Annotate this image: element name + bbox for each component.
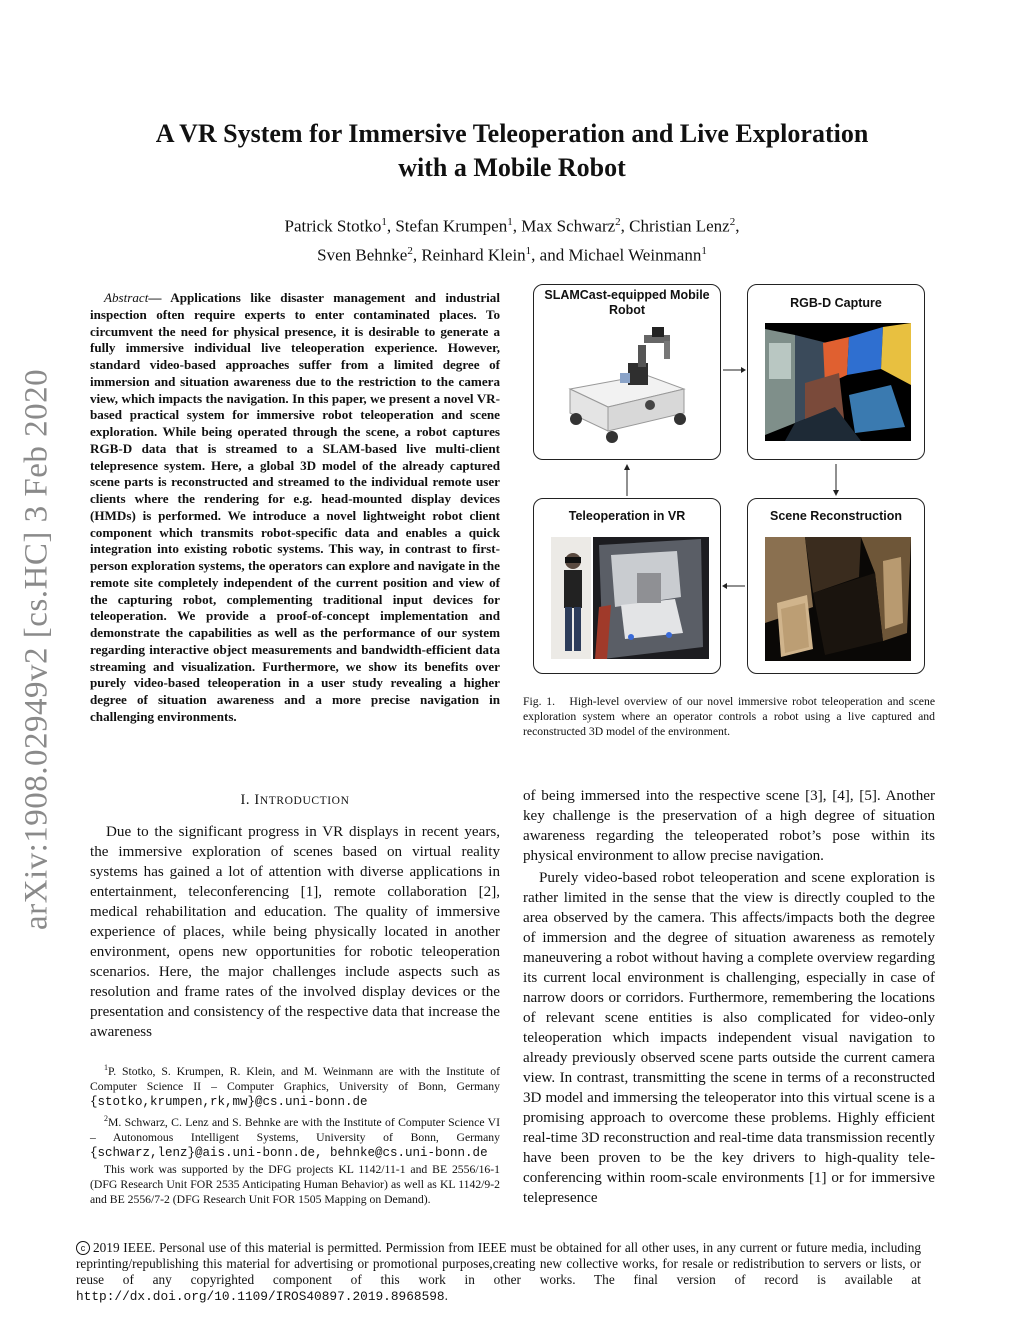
body-paragraph: Due to the significant progress in VR displays in recent years, the immersive exploration of scenes based on virtual reality systems has gained a lot of attention with diverse applications in entertainment, teleconferencing [1], remote collaboration [2], medical rehabilitation and education. The quality of immersive experience of places, while being physically located in another environment, opens new opportunities for robotic teleoperation scenarios. Here, the major challenges include aspects such as resolution and frame rates of the involved display devices or the presentation and consistency of the respective data that increase the awareness — [90, 824, 500, 1040]
vr-image — [551, 537, 709, 659]
section-title-rest: NTRODUCTION — [259, 795, 350, 807]
abstract-label: Abstract — [104, 290, 149, 305]
arrow-right-icon — [721, 364, 747, 376]
copyright-notice — [76, 1240, 921, 1305]
figure-1 — [523, 284, 935, 684]
body-paragraph: of being immersed into the respective scene [3], [4], [5]. Another key challenge is the preservation of a high degree of situation awareness regarding the teleoperated robot’s pose within its physical environment to allow precise navigation. — [523, 788, 935, 864]
abstract-text: Applications like disaster management and industrial inspection often require experts to enter contaminated places. To circumvent the need for physical presence, it is desirable to generate a fully immersive individual live teleoperation experience. However, standard video-based approaches suffer from a limited degree of immersion and situation awareness due to the restriction to the camera view, which impacts the navigation. In this paper, we present a novel VR-based practical system for immersive robot teleoperation and scene exploration. While being operated through the scene, a robot captures RGB-D data that is streamed to a SLAM-based live multi-client telepresence system. Here, a global 3D model of the already captured scene parts is reconstructed and streamed to the individual remote user clients where the rendering for e.g. head-mounted display devices (HMDs) is performed. We introduce a novel lightweight robot client component which transmits robot-specific data and enables a quick integration into existing robotic systems. This way, in contrast to first-person exploration systems, the operators can explore and navigate in the remote site completely independent of the current position and view of the capturing robot, complementing traditional input devices for teleoperation. We provide a proof-of-concept implementation and demonstrate the capabilities as well as the performance of our system regarding interactive object measurements and bandwidth-efficient data streaming and visualization. Furthermore, we show its benefits over purely video-based teleoperation in a user study revealing a higher degree of situation awareness and a more precise navigation in challenging environments. — [90, 290, 500, 724]
author-separator: , — [512, 216, 522, 236]
copyright-symbol: c — [76, 1241, 90, 1255]
author-name: Christian Lenz — [629, 216, 730, 236]
section-number: I. — [240, 792, 255, 808]
footnote-1 — [90, 1060, 500, 1110]
figure-box-reconstruction — [747, 498, 925, 674]
author-separator: , and — [531, 245, 569, 265]
section-heading-introduction — [90, 792, 500, 809]
arrow-down-icon — [830, 462, 842, 498]
vr-teleoperation-illustration — [551, 537, 709, 659]
author-name: Michael Weinmann — [568, 245, 702, 265]
author-affiliation: 1 — [381, 216, 387, 228]
figure-box-vr — [533, 498, 721, 674]
copyright-text: 2019 IEEE. Personal use of this material is permitted. Permission from IEEE must be obtained for all other uses, in any current or future media, including reprinting/republishing this material for advertising or promotional purposes,creating new collective works, for resale or redistribution to servers or lists, or reuse of any copyrighted component of this work in other works. The final version of record is available at — [76, 1240, 921, 1287]
author-affiliation: 1 — [507, 216, 513, 228]
author-name: Reinhard Klein — [421, 245, 526, 265]
doi-link[interactable]: http://dx.doi.org/10.1109/IROS40897.2019.8968598 — [76, 1289, 445, 1304]
footnote-text: M. Schwarz, C. Lenz and S. Behnke are with the Institute of Computer Science VI – Autonomous Intelligent Systems, University of Bonn, Germany — [90, 1115, 500, 1144]
robot-image — [556, 327, 704, 447]
figure-box-title: Scene Reconstruction — [770, 509, 902, 523]
abstract-paragraph — [90, 290, 500, 726]
footnote-mark: 1 — [104, 1063, 108, 1072]
scene-reconstruction-illustration — [765, 537, 911, 661]
body-paragraph: Purely video-based robot teleoperation and scene exploration is rather limited in the sense that the view is directly coupled to the area observed by the camera. This affects/impacts both the degree of immersion and the degree of situation awareness as remotely maneuvering a robot without having a complete overview regarding its current local environment is challenging, especially in case of narrow doors or corridors. Furthermore, remembering the locations of relevant scene entities is also complicated for video-only teleoperation which impacts independent visual navigation to already previously observed scene parts outside the current camera view. In contrast, transmitting the scene in terms of a reconstructed 3D model and immersing the teleoperator into this virtual scene is a promising approach to overcome these problems. Highly efficient real-time 3D reconstruction and real-time data transmission recently have been proven to be the key drivers to high-quality tele-conferencing within room-scale environments [1] or for immersive telepresence — [523, 870, 935, 1206]
title-line-2: with a Mobile Robot — [398, 153, 626, 182]
figure-box-title: SLAMCast-equipped Mobile Robot — [544, 288, 710, 317]
copyright-end: . — [444, 1288, 448, 1303]
authors-line-2 — [90, 239, 934, 268]
footnote-2 — [90, 1111, 500, 1161]
footnote-text: P. Stotko, S. Krumpen, R. Klein, and M. Weinmann are with the Institute of Computer Science II – Computer Graphics, University of Bonn, Germany — [90, 1064, 500, 1093]
footnote-email: {stotko,krumpen,rk,mw}@cs.uni-bonn.de — [90, 1094, 368, 1109]
author-name: Patrick Stotko — [284, 216, 382, 236]
author-separator: , — [735, 216, 740, 236]
intro-paragraph-2 — [523, 868, 935, 1208]
arrow-left-icon — [721, 580, 747, 592]
author-affiliation: 1 — [525, 244, 532, 257]
author-name: Sven Behnke — [317, 245, 408, 265]
author-affiliation: 1 — [701, 244, 707, 257]
footnote-email: {schwarz,lenz}@ais.uni-bonn.de, behnke@cs.uni-bonn.de — [90, 1145, 488, 1160]
author-separator: , — [412, 245, 422, 265]
authors-line-1 — [90, 210, 934, 239]
intro-paragraph-1-left — [90, 822, 500, 1042]
reconstruction-image — [765, 537, 911, 661]
title-line-1: A VR System for Immersive Teleoperation and Live Exploration — [155, 119, 869, 148]
author-name: Max Schwarz — [521, 216, 616, 236]
footnote-mark: 2 — [104, 1113, 108, 1123]
intro-paragraph-1-right — [523, 786, 935, 866]
figure-1-caption — [523, 694, 935, 739]
mobile-robot-illustration — [556, 327, 704, 447]
figure-box-robot — [533, 284, 721, 460]
figure-box-title: Teleoperation in VR — [568, 509, 686, 523]
rgbd-image — [765, 323, 911, 441]
rgbd-capture-illustration — [765, 323, 911, 441]
footnotes — [90, 1060, 500, 1208]
arrow-up-icon — [621, 462, 633, 498]
abstract-block — [90, 290, 500, 726]
figure-box-title: RGB-D Capture — [790, 296, 882, 310]
caption-text: High-level overview of our novel immersive robot teleoperation and scene exploration system where an operator controls a robot using a live captured and reconstructed 3D model of the environment. — [523, 695, 936, 738]
author-affiliation: 2 — [729, 216, 736, 228]
abstract-dash: — — [148, 290, 171, 305]
figure-box-rgbd — [747, 284, 925, 460]
author-name: Stefan Krumpen — [395, 216, 508, 236]
funding-note: This work was supported by the DFG projects KL 1142/11-1 and BE 2556/16-1 (DFG Research Unit FOR 2535 Anticipating Human Behavior) as well as KL 1142/9-2 and BE 2556/7-2 (DFG Research Unit FOR 1505 Mapping on Demand). — [90, 1162, 500, 1206]
paper-title — [90, 117, 934, 185]
caption-label: Fig. 1. — [523, 695, 556, 708]
author-separator: , — [386, 216, 396, 236]
author-list — [90, 210, 934, 267]
section-title-initial: I — [254, 792, 260, 808]
author-affiliation: 2 — [407, 244, 413, 257]
author-affiliation: 2 — [615, 216, 621, 228]
arxiv-identifier: arXiv:1908.02949v2 [cs.HC] 3 Feb 2020 — [18, 368, 55, 930]
author-separator: , — [620, 216, 630, 236]
